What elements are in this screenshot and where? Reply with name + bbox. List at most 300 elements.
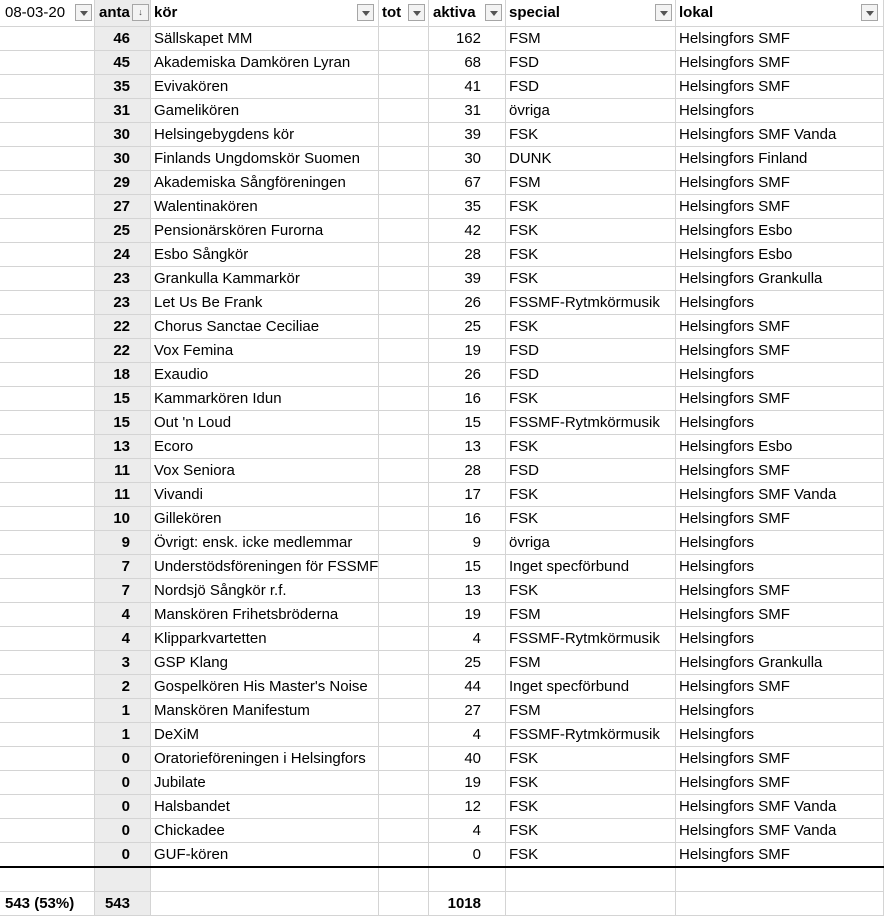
lokal-cell[interactable]: Helsingfors [676, 699, 884, 723]
aktiva-cell[interactable]: 19 [429, 339, 506, 363]
lokal-cell[interactable]: Helsingfors [676, 723, 884, 747]
kor-cell[interactable]: Chorus Sanctae Ceciliae [151, 315, 379, 339]
tot-cell[interactable] [379, 219, 429, 243]
kor-cell[interactable]: Gospelkören His Master's Noise [151, 675, 379, 699]
lokal-cell[interactable]: Helsingfors Esbo [676, 219, 884, 243]
cell-empty[interactable] [0, 507, 95, 531]
special-cell[interactable]: FSK [506, 267, 676, 291]
aktiva-cell[interactable]: 68 [429, 51, 506, 75]
special-cell[interactable]: FSK [506, 435, 676, 459]
kor-cell[interactable]: Halsbandet [151, 795, 379, 819]
kor-cell[interactable]: DeXiM [151, 723, 379, 747]
aktiva-cell[interactable]: 0 [429, 843, 506, 867]
lokal-cell[interactable]: Helsingfors SMF [676, 75, 884, 99]
lokal-cell[interactable]: Helsingfors SMF [676, 603, 884, 627]
lokal-cell[interactable]: Helsingfors SMF Vanda [676, 819, 884, 843]
antal-cell[interactable]: 0 [95, 771, 151, 795]
tot-cell[interactable] [379, 699, 429, 723]
table-row [0, 819, 884, 843]
aktiva-cell[interactable]: 15 [429, 411, 506, 435]
special-cell[interactable]: Inget specförbund [506, 675, 676, 699]
lokal-cell[interactable]: Helsingfors SMF [676, 51, 884, 75]
cell-empty[interactable] [0, 531, 95, 555]
cell[interactable] [151, 868, 379, 892]
aktiva-cell[interactable]: 19 [429, 771, 506, 795]
tot-cell[interactable] [379, 843, 429, 867]
special-cell[interactable]: FSM [506, 171, 676, 195]
kor-cell[interactable]: Grankulla Kammarkör [151, 267, 379, 291]
table-row [0, 147, 884, 171]
kor-cell[interactable]: Helsingebygdens kör [151, 123, 379, 147]
cell-empty[interactable] [0, 291, 95, 315]
aktiva-cell[interactable]: 42 [429, 219, 506, 243]
header-date-label: 08-03-20 [5, 4, 66, 21]
lokal-cell[interactable]: Helsingfors [676, 411, 884, 435]
kor-cell[interactable]: Gamelikören [151, 99, 379, 123]
kor-cell[interactable]: Vox Femina [151, 339, 379, 363]
aktiva-cell[interactable]: 19 [429, 603, 506, 627]
cell-empty[interactable] [0, 267, 95, 291]
kor-cell[interactable]: Sällskapet MM [151, 27, 379, 51]
table-row [0, 99, 884, 123]
cell-empty[interactable] [0, 771, 95, 795]
kor-cell[interactable]: Akademiska Damkören Lyran [151, 51, 379, 75]
header-lokal-label: lokal [679, 4, 714, 21]
cell-empty[interactable] [0, 555, 95, 579]
cell-empty[interactable] [0, 99, 95, 123]
antal-cell[interactable]: 45 [95, 51, 151, 75]
kor-cell[interactable]: Övrigt: ensk. icke medlemmar [151, 531, 379, 555]
cell-empty[interactable] [0, 699, 95, 723]
aktiva-cell[interactable]: 4 [429, 723, 506, 747]
kor-cell[interactable]: Manskören Manifestum [151, 699, 379, 723]
special-cell[interactable]: FSK [506, 195, 676, 219]
tot-cell[interactable] [379, 27, 429, 51]
tot-cell[interactable] [379, 459, 429, 483]
lokal-cell[interactable]: Helsingfors [676, 531, 884, 555]
antal-cell[interactable]: 25 [95, 219, 151, 243]
aktiva-cell[interactable]: 41 [429, 75, 506, 99]
antal-cell[interactable]: 30 [95, 123, 151, 147]
cell[interactable] [379, 868, 429, 892]
tot-cell[interactable] [379, 51, 429, 75]
header-aktiva-cell[interactable] [429, 0, 506, 27]
kor-cell[interactable]: Jubilate [151, 771, 379, 795]
aktiva-cell[interactable]: 162 [429, 27, 506, 51]
aktiva-cell[interactable]: 35 [429, 195, 506, 219]
special-cell[interactable]: FSD [506, 459, 676, 483]
special-cell[interactable]: övriga [506, 99, 676, 123]
cell-empty[interactable] [0, 747, 95, 771]
cell[interactable] [506, 868, 676, 892]
special-cell[interactable]: Inget specförbund [506, 555, 676, 579]
tot-cell[interactable] [379, 651, 429, 675]
aktiva-cell[interactable]: 13 [429, 579, 506, 603]
lokal-cell[interactable]: Helsingfors SMF [676, 843, 884, 867]
special-cell[interactable]: FSM [506, 603, 676, 627]
cell[interactable] [95, 868, 151, 892]
lokal-cell[interactable]: Helsingfors Grankulla [676, 267, 884, 291]
lokal-cell[interactable]: Helsingfors [676, 363, 884, 387]
lokal-cell[interactable]: Helsingfors [676, 291, 884, 315]
header-special-label: special [509, 4, 560, 21]
antal-cell[interactable]: 2 [95, 675, 151, 699]
kor-cell[interactable]: Akademiska Sångföreningen [151, 171, 379, 195]
table-row [0, 27, 884, 51]
tot-cell[interactable] [379, 531, 429, 555]
cell-empty[interactable] [0, 627, 95, 651]
aktiva-cell[interactable]: 40 [429, 747, 506, 771]
lokal-cell[interactable]: Helsingfors SMF [676, 459, 884, 483]
aktiva-cell[interactable]: 16 [429, 387, 506, 411]
aktiva-cell[interactable]: 17 [429, 483, 506, 507]
antal-cell[interactable]: 7 [95, 555, 151, 579]
kor-cell[interactable]: Exaudio [151, 363, 379, 387]
tot-cell[interactable] [379, 99, 429, 123]
antal-cell[interactable]: 31 [95, 99, 151, 123]
cell[interactable] [676, 868, 884, 892]
totals-summary-cell[interactable]: 543 (53%) [0, 892, 95, 916]
special-cell[interactable]: DUNK [506, 147, 676, 171]
cell-empty[interactable] [0, 435, 95, 459]
table-row [0, 747, 884, 771]
lokal-cell[interactable]: Helsingfors SMF [676, 507, 884, 531]
antal-cell[interactable]: 4 [95, 627, 151, 651]
lokal-cell[interactable]: Helsingfors SMF [676, 675, 884, 699]
lokal-cell[interactable]: Helsingfors SMF [676, 339, 884, 363]
antal-cell[interactable]: 22 [95, 339, 151, 363]
cell-empty[interactable] [0, 27, 95, 51]
cell-empty[interactable] [0, 363, 95, 387]
tot-cell[interactable] [379, 123, 429, 147]
special-cell[interactable]: FSD [506, 363, 676, 387]
kor-filter-dropdown-icon[interactable] [357, 4, 374, 21]
antal-cell[interactable]: 0 [95, 747, 151, 771]
aktiva-cell[interactable]: 28 [429, 243, 506, 267]
special-cell[interactable]: FSK [506, 843, 676, 867]
kor-cell[interactable]: Nordsjö Sångkör r.f. [151, 579, 379, 603]
kor-cell[interactable]: Let Us Be Frank [151, 291, 379, 315]
sort-descending-filter-icon[interactable]: ↓ [132, 4, 149, 21]
tot-cell[interactable] [379, 75, 429, 99]
antal-cell[interactable]: 22 [95, 315, 151, 339]
cell-empty[interactable] [0, 243, 95, 267]
lokal-cell[interactable]: Helsingfors Finland [676, 147, 884, 171]
aktiva-cell[interactable]: 39 [429, 123, 506, 147]
antal-cell[interactable]: 30 [95, 147, 151, 171]
table-row [0, 843, 884, 867]
aktiva-cell[interactable]: 25 [429, 315, 506, 339]
antal-cell[interactable]: 23 [95, 291, 151, 315]
antal-cell[interactable]: 11 [95, 459, 151, 483]
header-antal-cell[interactable] [95, 0, 151, 27]
cell-empty[interactable] [0, 411, 95, 435]
cell-empty[interactable] [0, 171, 95, 195]
special-cell[interactable]: FSK [506, 219, 676, 243]
table-row [0, 363, 884, 387]
cell-empty[interactable] [0, 75, 95, 99]
tot-cell[interactable] [379, 171, 429, 195]
antal-cell[interactable]: 1 [95, 699, 151, 723]
cell-empty[interactable] [0, 123, 95, 147]
special-cell[interactable]: FSSMF-Rytmkörmusik [506, 627, 676, 651]
kor-cell[interactable]: Understödsföreningen för FSSMF [151, 555, 379, 579]
lokal-cell[interactable]: Helsingfors SMF [676, 195, 884, 219]
aktiva-cell[interactable]: 25 [429, 651, 506, 675]
kor-cell[interactable]: Vivandi [151, 483, 379, 507]
antal-cell[interactable]: 18 [95, 363, 151, 387]
special-cell[interactable]: FSK [506, 387, 676, 411]
special-cell[interactable]: övriga [506, 531, 676, 555]
special-cell[interactable]: FSM [506, 27, 676, 51]
table-row [0, 459, 884, 483]
cell[interactable] [676, 892, 884, 916]
tot-cell[interactable] [379, 675, 429, 699]
header-kor-cell[interactable] [151, 0, 379, 27]
cell-empty[interactable] [0, 147, 95, 171]
antal-cell[interactable]: 24 [95, 243, 151, 267]
antal-cell[interactable]: 29 [95, 171, 151, 195]
tot-cell[interactable] [379, 723, 429, 747]
tot-cell[interactable] [379, 291, 429, 315]
antal-cell[interactable]: 4 [95, 603, 151, 627]
aktiva-cell[interactable]: 67 [429, 171, 506, 195]
kor-cell[interactable]: Ecoro [151, 435, 379, 459]
cell-empty[interactable] [0, 843, 95, 867]
special-cell[interactable]: FSD [506, 75, 676, 99]
cell[interactable] [151, 892, 379, 916]
tot-cell[interactable] [379, 243, 429, 267]
aktiva-cell[interactable]: 39 [429, 267, 506, 291]
date-filter-dropdown-icon[interactable] [75, 4, 92, 21]
tot-cell[interactable] [379, 339, 429, 363]
lokal-cell[interactable]: Helsingfors Esbo [676, 435, 884, 459]
cell-empty[interactable] [0, 219, 95, 243]
aktiva-cell[interactable]: 31 [429, 99, 506, 123]
kor-cell[interactable]: Kammarkören Idun [151, 387, 379, 411]
cell-empty[interactable] [0, 339, 95, 363]
header-special-cell[interactable] [506, 0, 676, 27]
totals-row [0, 892, 884, 916]
special-cell[interactable]: FSK [506, 483, 676, 507]
cell-empty[interactable] [0, 603, 95, 627]
antal-cell[interactable]: 9 [95, 531, 151, 555]
lokal-cell[interactable]: Helsingfors SMF Vanda [676, 483, 884, 507]
tot-cell[interactable] [379, 555, 429, 579]
header-antal-label: anta [99, 4, 130, 21]
cell-empty[interactable] [0, 795, 95, 819]
aktiva-cell[interactable]: 4 [429, 819, 506, 843]
kor-cell[interactable]: GUF-kören [151, 843, 379, 867]
table-row [0, 435, 884, 459]
aktiva-filter-dropdown-icon[interactable] [485, 4, 502, 21]
kor-cell[interactable]: Esbo Sångkör [151, 243, 379, 267]
table-row [0, 555, 884, 579]
special-cell[interactable]: FSSMF-Rytmkörmusik [506, 723, 676, 747]
tot-cell[interactable] [379, 147, 429, 171]
special-cell[interactable]: FSK [506, 819, 676, 843]
tot-cell[interactable] [379, 435, 429, 459]
tot-cell[interactable] [379, 579, 429, 603]
special-cell[interactable]: FSM [506, 699, 676, 723]
kor-cell[interactable]: Oratorieföreningen i Helsingfors [151, 747, 379, 771]
aktiva-cell[interactable]: 30 [429, 147, 506, 171]
aktiva-cell[interactable]: 16 [429, 507, 506, 531]
special-cell[interactable]: FSK [506, 795, 676, 819]
tot-cell[interactable] [379, 603, 429, 627]
cell-empty[interactable] [0, 651, 95, 675]
cell-empty[interactable] [0, 315, 95, 339]
tot-cell[interactable] [379, 195, 429, 219]
aktiva-cell[interactable]: 26 [429, 363, 506, 387]
special-cell[interactable]: FSK [506, 771, 676, 795]
cell-empty[interactable] [0, 579, 95, 603]
header-lokal-cell[interactable] [676, 0, 884, 27]
lokal-cell[interactable]: Helsingfors SMF Vanda [676, 123, 884, 147]
aktiva-cell[interactable]: 27 [429, 699, 506, 723]
tot-filter-dropdown-icon[interactable] [408, 4, 425, 21]
antal-cell[interactable]: 0 [95, 819, 151, 843]
tot-cell[interactable] [379, 363, 429, 387]
totals-antal-cell[interactable]: 543 [95, 892, 151, 916]
kor-cell[interactable]: Klipparkvartetten [151, 627, 379, 651]
kor-cell[interactable]: Gillekören [151, 507, 379, 531]
kor-cell[interactable]: Out 'n Loud [151, 411, 379, 435]
special-cell[interactable]: FSK [506, 747, 676, 771]
antal-cell[interactable]: 0 [95, 795, 151, 819]
kor-cell[interactable]: Chickadee [151, 819, 379, 843]
lokal-cell[interactable]: Helsingfors SMF [676, 387, 884, 411]
special-cell[interactable]: FSSMF-Rytmkörmusik [506, 291, 676, 315]
antal-cell[interactable]: 27 [95, 195, 151, 219]
aktiva-cell[interactable]: 13 [429, 435, 506, 459]
kor-cell[interactable]: Finlands Ungdomskör Suomen [151, 147, 379, 171]
tot-cell[interactable] [379, 507, 429, 531]
cell-empty[interactable] [0, 483, 95, 507]
cell[interactable] [0, 868, 95, 892]
antal-cell[interactable]: 3 [95, 651, 151, 675]
blank-row [0, 868, 884, 892]
table-row [0, 699, 884, 723]
cell-empty[interactable] [0, 51, 95, 75]
cell-empty[interactable] [0, 459, 95, 483]
special-cell[interactable]: FSK [506, 579, 676, 603]
table-row [0, 291, 884, 315]
table-row [0, 387, 884, 411]
antal-cell[interactable]: 23 [95, 267, 151, 291]
kor-cell[interactable]: Evivakören [151, 75, 379, 99]
header-aktiva-label: aktiva [433, 4, 476, 21]
antal-cell[interactable]: 10 [95, 507, 151, 531]
header-date-cell[interactable] [0, 0, 95, 27]
antal-cell[interactable]: 35 [95, 75, 151, 99]
header-tot-cell[interactable] [379, 0, 429, 27]
lokal-cell[interactable]: Helsingfors SMF [676, 771, 884, 795]
table-row [0, 603, 884, 627]
cell-empty[interactable] [0, 675, 95, 699]
special-cell[interactable]: FSM [506, 651, 676, 675]
special-cell[interactable]: FSK [506, 243, 676, 267]
tot-cell[interactable] [379, 627, 429, 651]
aktiva-cell[interactable]: 4 [429, 627, 506, 651]
kor-cell[interactable]: Manskören Frihetsbröderna [151, 603, 379, 627]
antal-cell[interactable]: 46 [95, 27, 151, 51]
aktiva-cell[interactable]: 9 [429, 531, 506, 555]
antal-cell[interactable]: 15 [95, 387, 151, 411]
kor-cell[interactable]: GSP Klang [151, 651, 379, 675]
aktiva-cell[interactable]: 15 [429, 555, 506, 579]
lokal-cell[interactable]: Helsingfors SMF [676, 171, 884, 195]
special-filter-dropdown-icon[interactable] [655, 4, 672, 21]
tot-cell[interactable] [379, 387, 429, 411]
special-cell[interactable]: FSD [506, 339, 676, 363]
aktiva-cell[interactable]: 44 [429, 675, 506, 699]
cell-empty[interactable] [0, 195, 95, 219]
lokal-cell[interactable]: Helsingfors SMF Vanda [676, 795, 884, 819]
kor-cell[interactable]: Walentinakören [151, 195, 379, 219]
cell[interactable] [429, 868, 506, 892]
tot-cell[interactable] [379, 795, 429, 819]
lokal-filter-dropdown-icon[interactable] [861, 4, 878, 21]
special-cell[interactable]: FSSMF-Rytmkörmusik [506, 411, 676, 435]
totals-aktiva-cell[interactable]: 1018 [429, 892, 506, 916]
antal-cell[interactable]: 7 [95, 579, 151, 603]
antal-cell[interactable]: 1 [95, 723, 151, 747]
lokal-cell[interactable]: Helsingfors Esbo [676, 243, 884, 267]
kor-cell[interactable]: Vox Seniora [151, 459, 379, 483]
table-row [0, 507, 884, 531]
tot-cell[interactable] [379, 747, 429, 771]
tot-cell[interactable] [379, 267, 429, 291]
antal-cell[interactable]: 0 [95, 843, 151, 867]
lokal-cell[interactable]: Helsingfors Grankulla [676, 651, 884, 675]
special-cell[interactable]: FSD [506, 51, 676, 75]
cell-empty[interactable] [0, 819, 95, 843]
aktiva-cell[interactable]: 26 [429, 291, 506, 315]
cell[interactable] [506, 892, 676, 916]
tot-cell[interactable] [379, 315, 429, 339]
lokal-cell[interactable]: Helsingfors [676, 99, 884, 123]
tot-cell[interactable] [379, 771, 429, 795]
antal-cell[interactable]: 15 [95, 411, 151, 435]
lokal-cell[interactable]: Helsingfors [676, 627, 884, 651]
antal-cell[interactable]: 13 [95, 435, 151, 459]
table-row [0, 651, 884, 675]
lokal-cell[interactable]: Helsingfors SMF [676, 579, 884, 603]
special-cell[interactable]: FSK [506, 123, 676, 147]
aktiva-cell[interactable]: 12 [429, 795, 506, 819]
lokal-cell[interactable]: Helsingfors SMF [676, 747, 884, 771]
table-row [0, 219, 884, 243]
table-row [0, 627, 884, 651]
kor-cell[interactable]: Pensionärskören Furorna [151, 219, 379, 243]
lokal-cell[interactable]: Helsingfors SMF [676, 27, 884, 51]
aktiva-cell[interactable]: 28 [429, 459, 506, 483]
table-row [0, 579, 884, 603]
tot-cell[interactable] [379, 411, 429, 435]
cell-empty[interactable] [0, 723, 95, 747]
lokal-cell[interactable]: Helsingfors SMF [676, 315, 884, 339]
special-cell[interactable]: FSK [506, 315, 676, 339]
tot-cell[interactable] [379, 819, 429, 843]
cell[interactable] [379, 892, 429, 916]
table-row [0, 75, 884, 99]
lokal-cell[interactable]: Helsingfors [676, 555, 884, 579]
antal-cell[interactable]: 11 [95, 483, 151, 507]
special-cell[interactable]: FSK [506, 507, 676, 531]
cell-empty[interactable] [0, 387, 95, 411]
tot-cell[interactable] [379, 483, 429, 507]
